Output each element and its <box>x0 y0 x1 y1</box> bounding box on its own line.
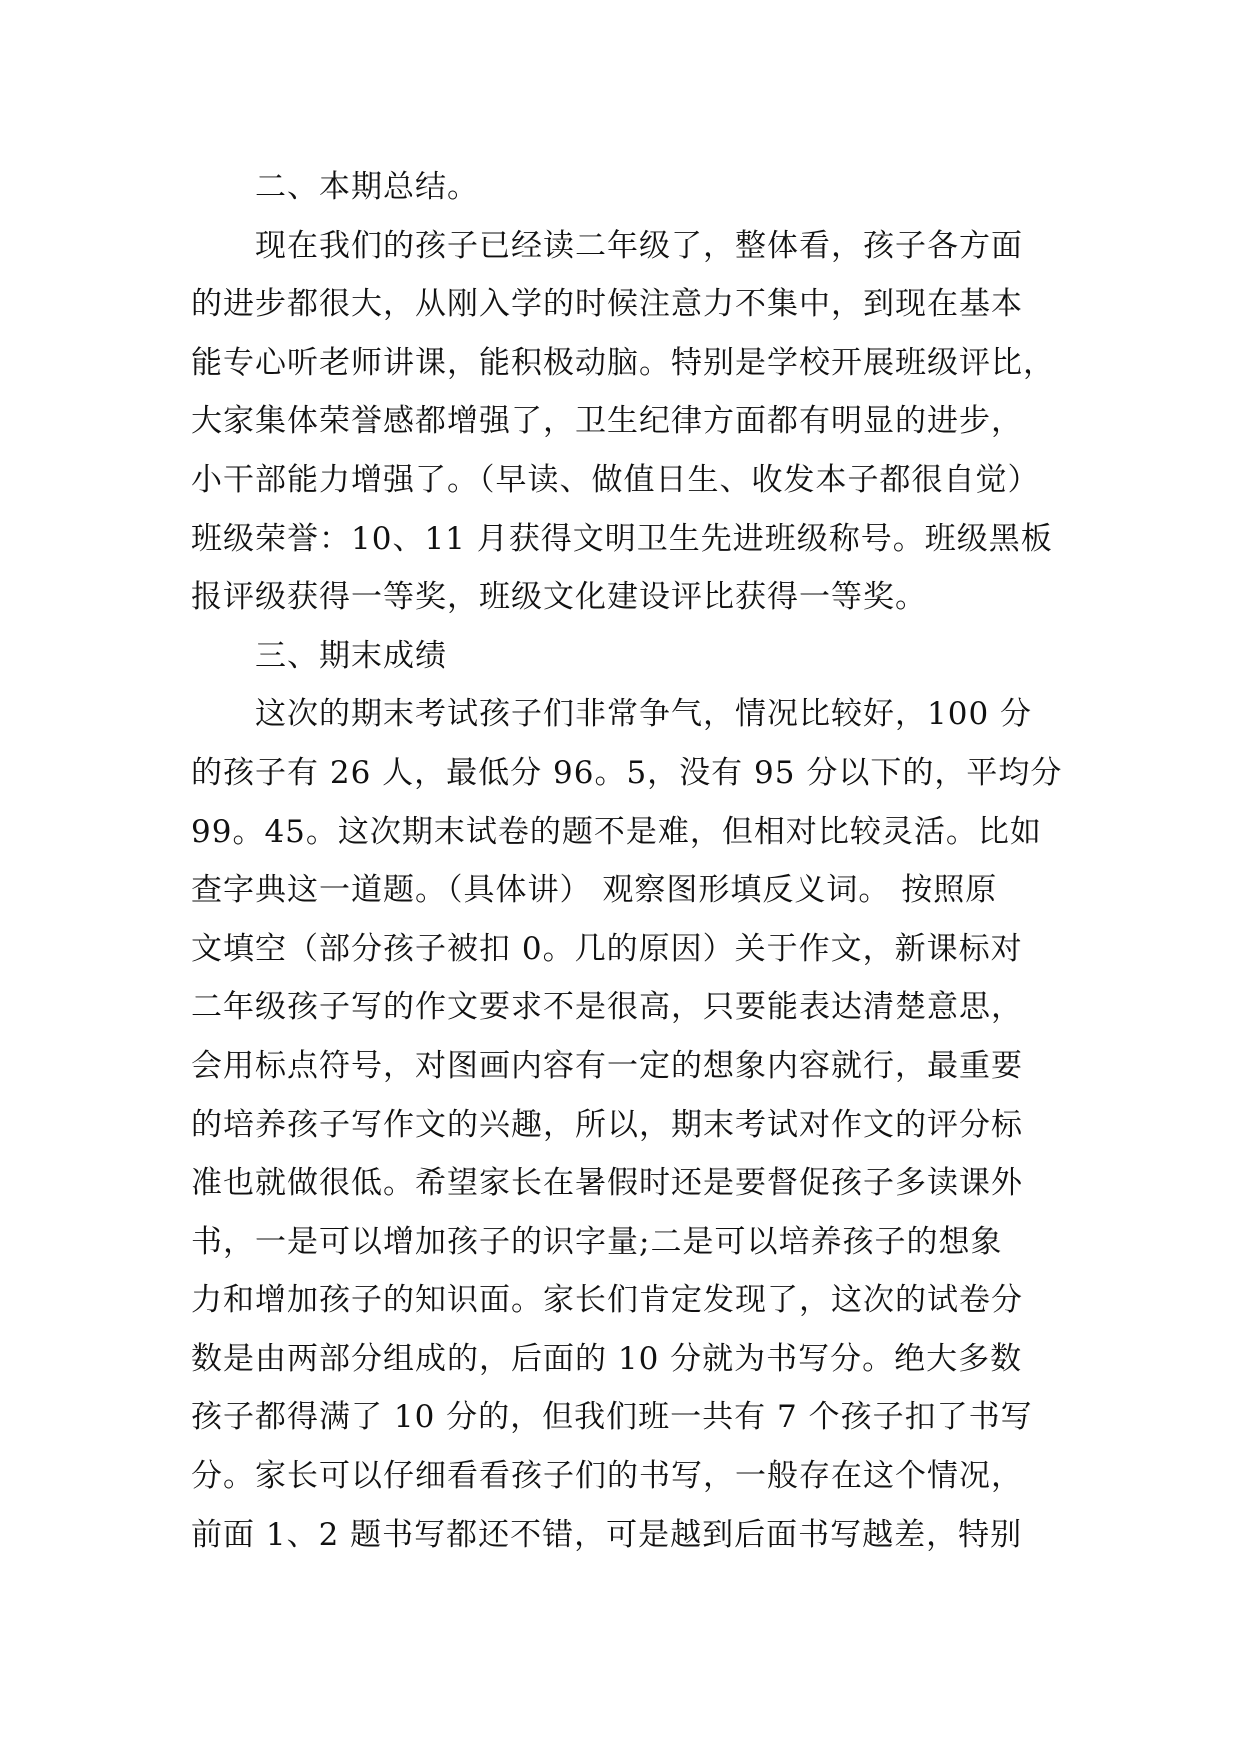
paragraph-line: 班级荣誉：10、11 月获得文明卫生先进班级称号。班级黑板 <box>191 520 1053 557</box>
section-heading-final-scores: 三、期末成绩 <box>255 637 447 674</box>
paragraph-line: 能专心听老师讲课，能积极动脑。特别是学校开展班级评比， <box>191 344 1055 381</box>
paragraph-line: 现在我们的孩子已经读二年级了，整体看，孩子各方面 <box>255 227 1023 264</box>
paragraph-line: 书，一是可以增加孩子的识字量;二是可以培养孩子的想象 <box>191 1223 1003 1260</box>
section-heading-summary: 二、本期总结。 <box>255 169 479 205</box>
paragraph-line: 的进步都很大，从刚入学的时候注意力不集中，到现在基本 <box>191 286 1023 323</box>
paragraph-line: 会用标点符号，对图画内容有一定的想象内容就行，最重要 <box>191 1047 1023 1084</box>
paragraph-line: 数是由两部分组成的，后面的 10 分就为书写分。绝大多数 <box>191 1340 1023 1377</box>
paragraph-line: 99。45。这次期末试卷的题不是难，但相对比较灵活。比如 <box>191 813 1042 850</box>
paragraph-line: 的孩子有 26 人，最低分 96。5，没有 95 分以下的，平均分 <box>191 754 1063 791</box>
paragraph-line: 准也就做很低。希望家长在暑假时还是要督促孩子多读课外 <box>191 1165 1023 1202</box>
paragraph-line: 二年级孩子写的作文要求不是很高，只要能表达清楚意思， <box>191 989 1023 1026</box>
paragraph-line: 小干部能力增强了。（早读、做值日生、收发本子都很自觉） <box>191 461 1040 498</box>
document-body <box>191 158 1063 1564</box>
paragraph-line: 的培养孩子写作文的兴趣，所以，期末考试对作文的评分标 <box>191 1106 1023 1143</box>
paragraph-line: 分。家长可以仔细看看孩子们的书写，一般存在这个情况， <box>191 1458 1023 1495</box>
paragraph-line: 前面 1、2 题书写都还不错，可是越到后面书写越差，特别 <box>191 1516 1023 1553</box>
paragraph-line: 这次的期末考试孩子们非常争气，情况比较好，100 分 <box>255 696 1033 733</box>
paragraph-line: 孩子都得满了 10 分的，但我们班一共有 7 个孩子扣了书写 <box>191 1399 1033 1436</box>
paragraph-line: 报评级获得一等奖，班级文化建设评比获得一等奖。 <box>191 579 927 616</box>
paragraph-line: 文填空（部分孩子被扣 0。几的原因）关于作文，新课标对 <box>191 930 1023 967</box>
paragraph-line: 力和增加孩子的知识面。家长们肯定发现了，这次的试卷分 <box>191 1282 1023 1319</box>
paragraph-line: 查字典这一道题。（具体讲） 观察图形填反义词。 按照原 <box>191 872 998 909</box>
paragraph-line: 大家集体荣誉感都增强了，卫生纪律方面都有明显的进步， <box>191 403 1023 440</box>
